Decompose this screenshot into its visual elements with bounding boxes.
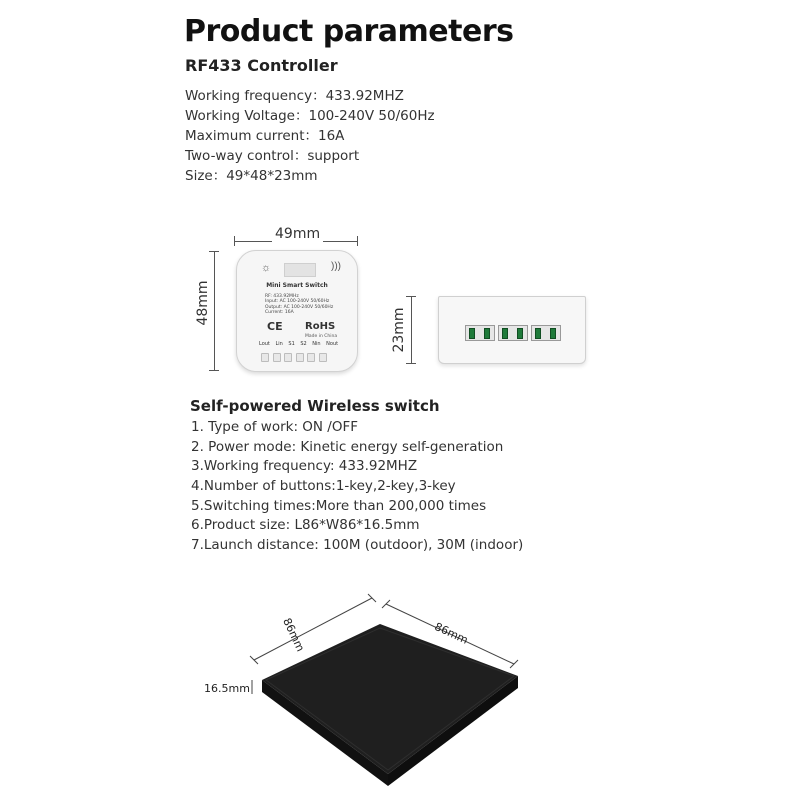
feature-frequency: 3.Working frequency: 433.92MHZ [191,458,418,475]
spec-current: Maximum current：16A [185,128,345,144]
width-dimension-tick [510,660,518,668]
wifi-icon: ))) [331,261,341,272]
width-dimension-label: 49mm [272,226,323,242]
device-spec-input: Input: AC 100-240V 50/60Hz [265,299,330,305]
wireless-subtitle: Self-powered Wireless switch [190,397,440,415]
page-title: Product parameters [184,14,514,49]
feature-switching-times: 5.Switching times:More than 200,000 times [191,497,487,514]
length-dimension-tick [368,594,376,602]
bulb-icon: ☼ [261,262,272,274]
length-dimension-tick [250,656,258,664]
length-dimension-label: 86mm [280,616,307,654]
feature-type-of-work: 1. Type of work: ON /OFF [191,419,359,435]
height-dimension-label: 48mm [195,280,211,326]
made-in-label: Made in China [305,334,338,339]
rohs-mark: RoHS [305,321,336,332]
device-name: Mini Smart Switch [266,282,328,289]
ce-mark: CE [267,320,283,333]
device-spec-rf: RF: 433.92MHz [265,294,299,299]
feature-launch-distance: 7.Launch distance: 100M (outdoor), 30M (indoor) [191,537,524,554]
depth-dimension-label: 23mm [391,307,407,353]
device-spec-current: Current: 16A [265,310,294,316]
width-dimension-tick [382,600,390,608]
spec-size: Size：49*48*23mm [185,168,318,184]
thickness-dimension-label: 16.5mm [204,682,250,695]
feature-power-mode: 2. Power mode: Kinetic energy self-generation [191,438,504,455]
device-spec-output: Output: AC 100-240V 50/60Hz [265,304,334,310]
controller-subtitle: RF433 Controller [185,56,338,75]
terminal-labels: Lout Lin S1 S2 Nin Nout [259,341,339,347]
feature-product-size: 6.Product size: L86*W86*16.5mm [191,517,420,534]
spec-voltage: Working Voltage：100-240V 50/60Hz [185,108,435,124]
width-dimension-label-panel: 86mm [432,620,471,647]
spec-two-way-control: Two-way control：support [185,148,360,164]
feature-buttons: 4.Number of buttons:1-key,2-key,3-key [191,478,456,495]
spec-frequency: Working frequency：433.92MHZ [185,88,404,104]
